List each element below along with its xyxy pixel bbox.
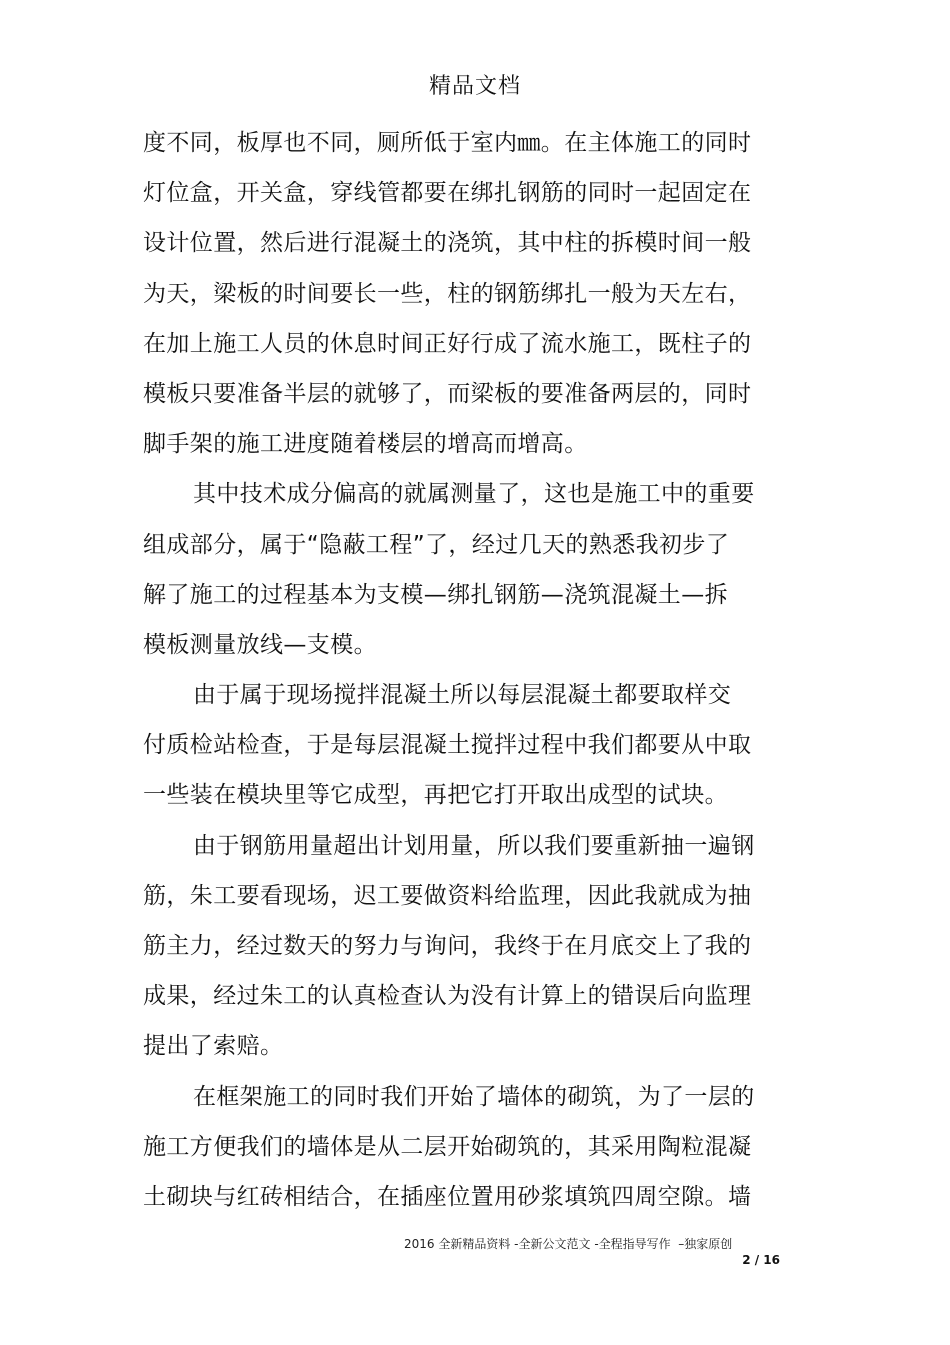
- text-line: 灯位盒，开关盒，穿线管都要在绑扎钢筋的同时一起固定在: [143, 180, 752, 207]
- text-line: 施工方便我们的墙体是从二层开始砌筑的，其采用陶粒混凝: [143, 1133, 752, 1160]
- text-line: 组成部分，属于“隐蔽工程”了，经过几天的熟悉我初步了: [143, 531, 730, 558]
- text-line: 筋主力，经过数天的努力与询问，我终于在月底交上了我的: [143, 933, 752, 959]
- paragraph-first-line: 其中技术成分偏高的就属测量了，这也是施工中的重要: [193, 481, 755, 508]
- text-line: 模板测量放线—支模。: [143, 631, 377, 658]
- paragraph-first-line: 由于属于现场搅拌混凝土所以每层混凝土都要取样交: [193, 682, 732, 709]
- text-line: 脚手架的施工进度随着楼层的增高而增高。: [143, 431, 588, 458]
- footer-text: 2016 全新精品资料 -全新公文范文 -全程指导写作 –独家原创: [404, 1237, 733, 1251]
- text-line: 解了施工的过程基本为支模—绑扎钢筋—浇筑混凝土—拆: [143, 581, 728, 608]
- text-line: 土砌块与红砖相结合，在插座位置用砂浆填筑四周空隙。墙: [143, 1183, 752, 1210]
- page-number: 2 / 16: [742, 1253, 780, 1267]
- text-line: 付质检站检查，于是每层混凝土搅拌过程中我们都要从中取: [143, 732, 752, 759]
- text-line: 为天，梁板的时间要长一些，柱的钢筋绑扎一般为天左右，: [143, 280, 752, 307]
- paragraph-first-line: 由于钢筋用量超出计划用量，所以我们要重新抽一遍钢: [193, 832, 755, 859]
- paragraph-first-line: 在框架施工的同时我们开始了墙体的砌筑，为了一层的: [193, 1083, 755, 1110]
- text-line: 设计位置，然后进行混凝土的浇筑，其中柱的拆模时间一般: [143, 230, 752, 257]
- text-line: 筋，朱工要看现场，迟工要做资料给监理，因此我就成为抽: [143, 882, 752, 909]
- text-line: 提出了索赔。: [143, 1033, 284, 1060]
- text-line: 在加上施工人员的休息时间正好行成了流水施工，既柱子的: [143, 330, 752, 357]
- text-line: 成果，经过朱工的认真检查认为没有计算上的错误后向监理: [143, 983, 752, 1010]
- text-line: 一些装在模块里等它成型，再把它打开取出成型的试块。: [143, 782, 728, 809]
- page-header: 精品文档: [428, 74, 521, 99]
- text-line: 度不同，板厚也不同，厕所低于室内㎜。在主体施工的同时: [143, 130, 752, 156]
- document-body: [143, 118, 753, 1222]
- text-line: 模板只要准备半层的就够了，而梁板的要准备两层的，同时: [143, 380, 752, 407]
